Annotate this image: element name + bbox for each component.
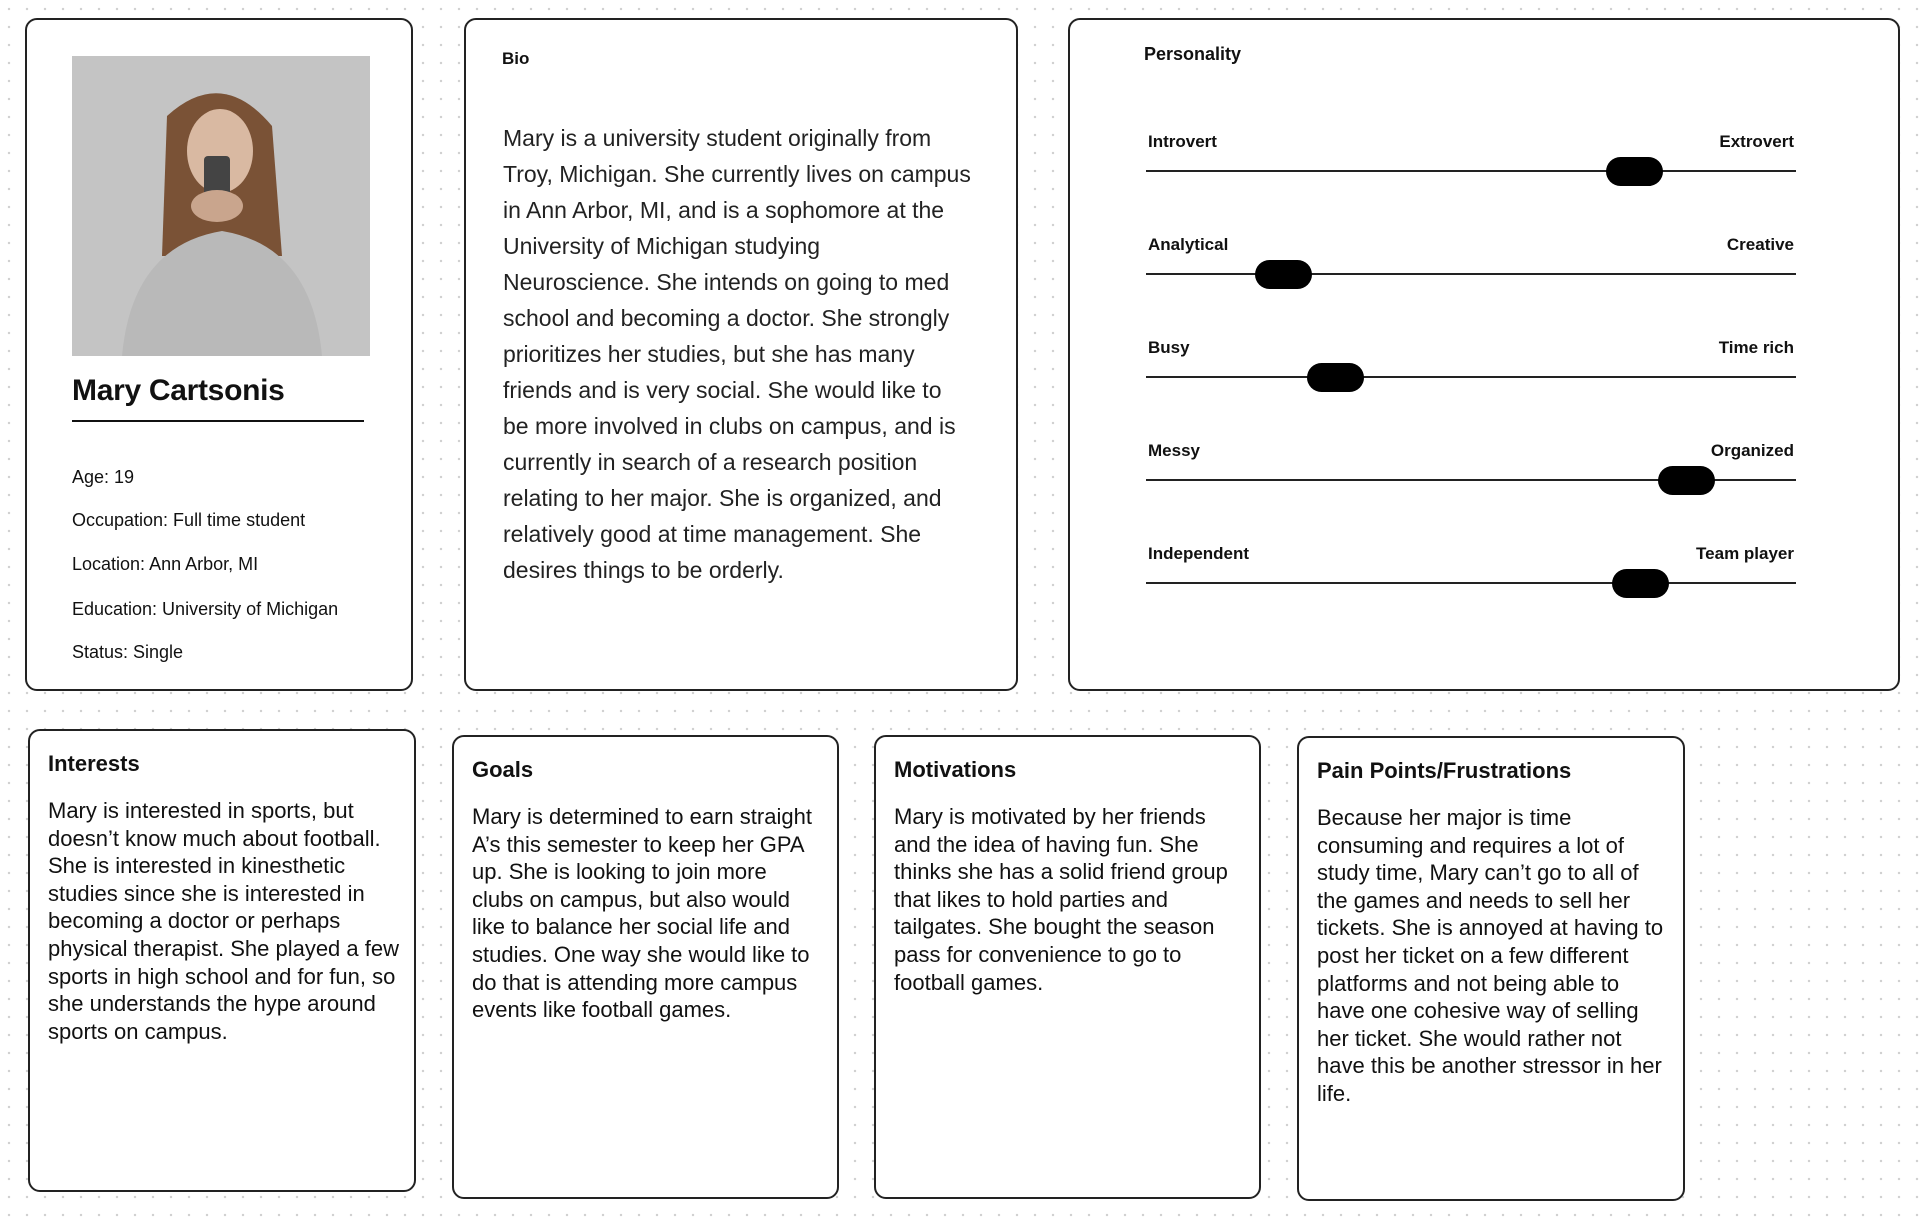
goals-text: Mary is determined to earn straight A’s this semester to keep her GPA up. She is looking to join more clubs on campus, but also would like to balance her social life and studies. One way she would like to do that is attending more campus events like football games. [472,804,812,1023]
trait-right-label: Extrovert [1719,132,1794,151]
trait-slider-messy [1146,441,1796,531]
trait-right-label: Team player [1696,544,1794,563]
profile-card [25,18,413,691]
profile-photo [72,56,370,356]
detail-location: Location: Ann Arbor, MI [72,554,259,574]
goals-title: Goals [472,757,534,782]
slider-thumb [1307,363,1364,392]
bio-card [464,18,1018,691]
slider-track [1146,273,1796,275]
motivations-title: Motivations [894,757,1017,782]
pain-points-title: Pain Points/Frustrations [1317,758,1572,783]
trait-left-label: Messy [1148,441,1200,460]
personality-card [1068,18,1900,691]
trait-slider-busy [1146,338,1796,428]
trait-left-label: Analytical [1148,235,1229,254]
pain-points-text: Because her major is time consuming and requires a lot of study time, Mary can’t go to all of the games and needs to sell her tickets. She is annoyed at having to post her ticket on a few different platforms and not being able to have one cohesive way of selling her ticket. She would rather not have this be another stressor in her life. [1317,805,1664,1106]
goals-card [452,735,839,1199]
detail-status: Status: Single [72,642,184,662]
trait-slider-independent [1146,544,1796,634]
trait-right-label: Organized [1710,441,1794,460]
slider-thumb [1658,466,1715,495]
trait-left-label: Introvert [1148,132,1217,151]
detail-age: Age: 19 [72,467,135,487]
bio-text: Mary is a university student originally from Troy, Michigan. She currently lives on campus in Ann Arbor, MI, and is a sophomore at the University of Michigan studying Neuroscience. She intends on going to med school and becoming a doctor. She strongly prioritizes her studies, but she has many friends and is very social. She would like to be more involved in clubs on campus, and is currently in search of a research position relating to her major. She is organized, and relatively good at time management. She desires things to be orderly. [503,125,971,583]
slider-thumb [1606,157,1663,186]
trait-left-label: Busy [1148,338,1190,357]
slider-track [1146,582,1796,584]
slider-track [1146,170,1796,172]
trait-right-label: Time rich [1718,338,1794,357]
slider-track [1146,376,1796,378]
bio-title: Bio [502,49,530,68]
detail-occupation: Occupation: Full time student [72,510,306,530]
personality-title: Personality [1144,44,1242,64]
interests-text: Mary is interested in sports, but doesn’t know much about football. She is interested in kinesthetic studies since she is interested in becoming a doctor or perhaps physical therapist. She played a few sports in high school and for fun, so she understands the hype around sports on campus. [48,798,399,1044]
detail-education: Education: University of Michigan [72,599,339,619]
slider-thumb [1612,569,1669,598]
motivations-card [874,735,1261,1199]
trait-slider-analytical [1146,235,1796,325]
trait-right-label: Creative [1726,235,1794,254]
interests-title: Interests [48,751,140,776]
name-underline [72,420,364,422]
trait-left-label: Independent [1148,544,1250,563]
pain-points-card [1297,736,1685,1201]
person-photo-icon [72,56,370,356]
motivations-text: Mary is motivated by her friends and the idea of having fun. She thinks she has a solid friend group that likes to hold parties and tailgates. She bought the season pass for convenience to go to football games. [894,804,1228,995]
slider-thumb [1255,260,1312,289]
persona-name: Mary Cartsonis [72,374,285,407]
interests-card [28,729,416,1192]
trait-slider-introvert [1146,132,1796,222]
